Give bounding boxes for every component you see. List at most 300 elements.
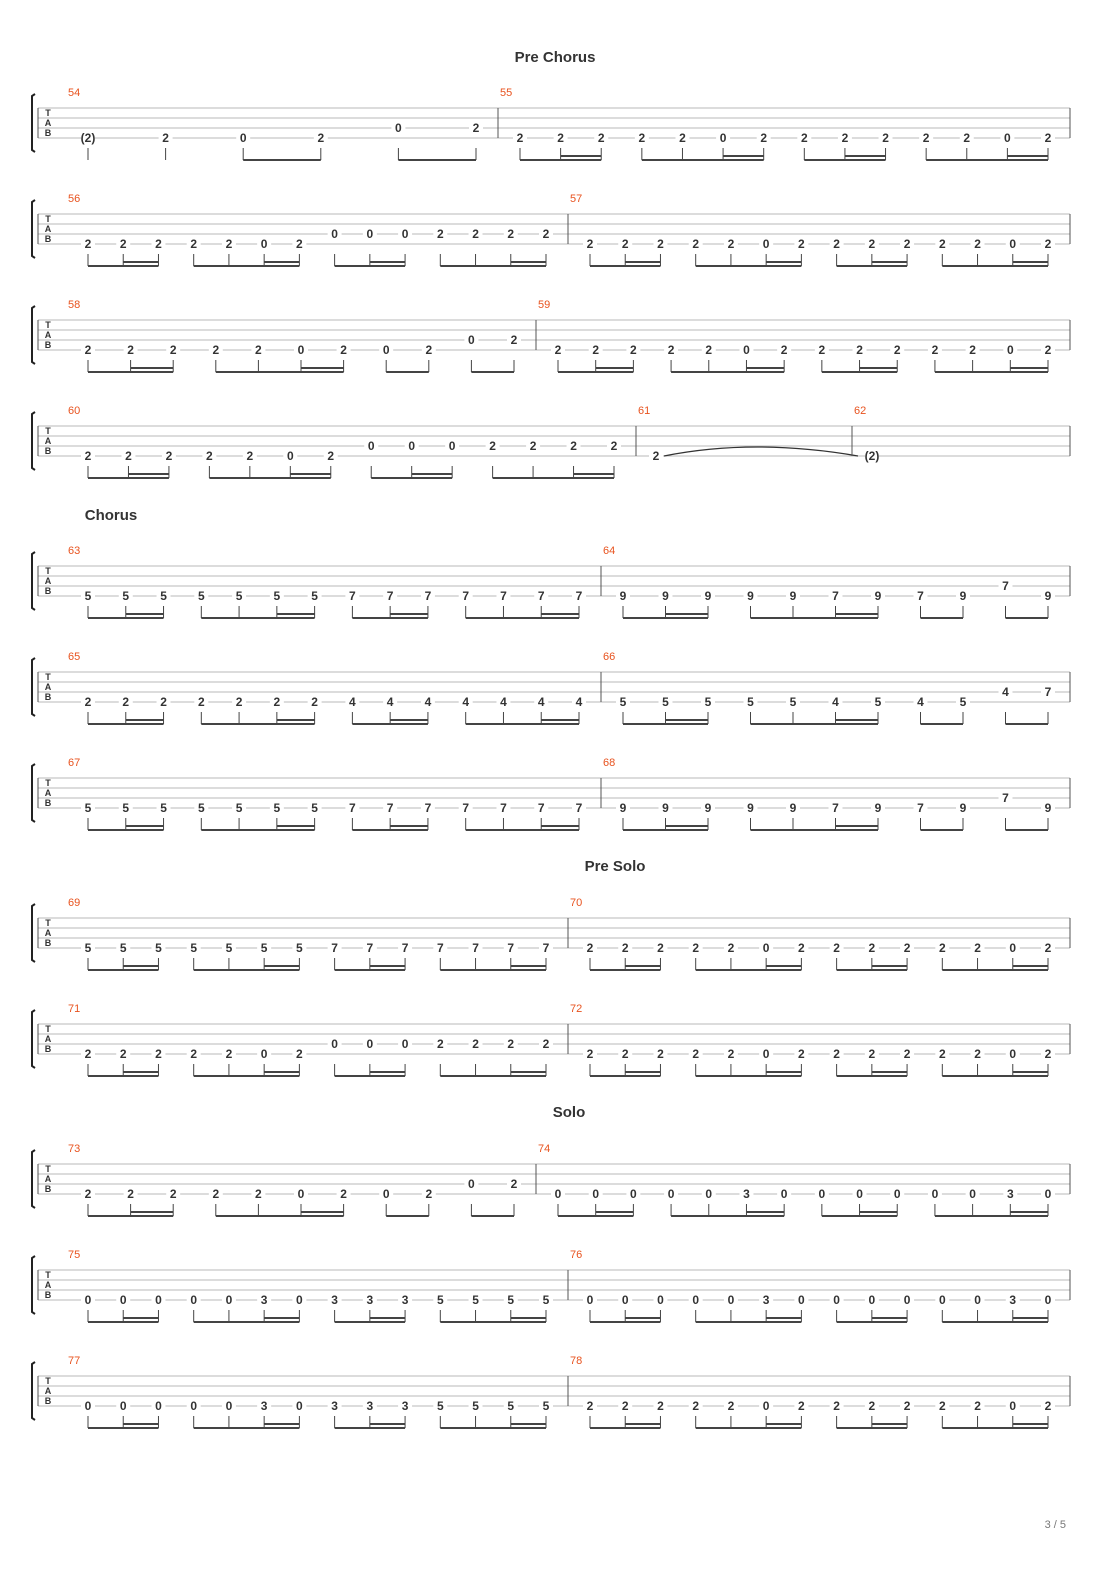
fret-number: 5 — [119, 941, 127, 955]
tab-clef-letter: A — [44, 118, 52, 128]
fret-number: 7 — [1002, 791, 1009, 805]
fret-number: 7 — [349, 801, 356, 815]
fret-number: 2 — [119, 237, 127, 251]
fret-number: 7 — [472, 941, 479, 955]
fret-number: 4 — [917, 695, 924, 709]
fret-number: 3 — [331, 1293, 338, 1307]
fret-number: 2 — [84, 1047, 92, 1061]
fret-number: 0 — [727, 1293, 735, 1307]
tab-clef-letter: T — [45, 918, 51, 928]
fret-number: 9 — [747, 801, 754, 815]
fret-number: 0 — [818, 1187, 826, 1201]
tab-clef-letter: A — [44, 682, 52, 692]
fret-number: 2 — [833, 1399, 840, 1413]
fret-number: 0 — [903, 1293, 911, 1307]
fret-number: 5 — [662, 695, 669, 709]
bar-number: 55 — [500, 87, 513, 99]
tab-clef-letter: B — [44, 938, 52, 948]
fret-number: 4 — [349, 695, 356, 709]
tab-clef-letter: T — [45, 1270, 51, 1280]
fret-number: 0 — [366, 1037, 374, 1051]
fret-number: 7 — [507, 941, 515, 955]
fret-number: 3 — [366, 1399, 374, 1413]
bar-number: 70 — [570, 897, 583, 909]
fret-number: 0 — [780, 1187, 788, 1201]
tab-clef-letter: T — [45, 566, 51, 576]
fret-number: 0 — [331, 227, 338, 241]
fret-number: 9 — [959, 801, 967, 815]
fret-number: 9 — [662, 801, 669, 815]
fret-number: 9 — [704, 801, 712, 815]
fret-number: 2 — [931, 343, 939, 357]
fret-number: 0 — [84, 1293, 92, 1307]
fret-number: 2 — [727, 237, 735, 251]
fret-number: 2 — [197, 695, 205, 709]
bar-number: 61 — [638, 405, 651, 417]
fret-number: 5 — [472, 1399, 479, 1413]
fret-number: 0 — [448, 439, 456, 453]
fret-number: 0 — [119, 1399, 127, 1413]
fret-number: 2 — [225, 1047, 233, 1061]
fret-number: 7 — [386, 589, 394, 603]
fret-number: 2 — [84, 1187, 92, 1201]
fret-number: 2 — [621, 1047, 629, 1061]
fret-number: 2 — [255, 343, 262, 357]
fret-number: 3 — [331, 1399, 338, 1413]
fret-number: 2 — [903, 941, 911, 955]
fret-number: 5 — [507, 1293, 515, 1307]
fret-number: 0 — [856, 1187, 863, 1201]
fret-number: 0 — [1009, 237, 1017, 251]
fret-number: 2 — [235, 695, 243, 709]
tab-clef-letter: A — [44, 224, 52, 234]
fret-number: 2 — [705, 343, 713, 357]
fret-number: 2 — [727, 1047, 735, 1061]
fret-number: 5 — [472, 1293, 479, 1307]
fret-number: 2 — [657, 1399, 664, 1413]
fret-number: 0 — [592, 1187, 600, 1201]
fret-number: 0 — [719, 131, 727, 145]
fret-number: 2 — [317, 131, 325, 145]
fret-number: 0 — [974, 1293, 981, 1307]
fret-number: 2 — [557, 131, 564, 145]
fret-number: 7 — [462, 801, 470, 815]
system-bracket — [32, 1010, 35, 1068]
tab-clef-letter: A — [44, 928, 52, 938]
fret-number: 2 — [510, 1177, 518, 1191]
fret-number: 9 — [662, 589, 669, 603]
tab-clef-letter: A — [44, 1174, 52, 1184]
fret-number: 4 — [386, 695, 394, 709]
fret-number: 2 — [507, 1037, 515, 1051]
tab-clef-letter: T — [45, 320, 51, 330]
fret-number: 0 — [286, 449, 294, 463]
fret-number: 5 — [122, 801, 130, 815]
fret-number: 7 — [462, 589, 470, 603]
fret-number: 2 — [692, 1399, 700, 1413]
tie-arc — [664, 447, 858, 456]
fret-number: 2 — [652, 449, 660, 463]
bar-number: 68 — [603, 757, 616, 769]
fret-number: 0 — [621, 1293, 629, 1307]
fret-number: 2 — [246, 449, 254, 463]
fret-number: 5 — [225, 941, 233, 955]
fret-number: 0 — [225, 1399, 233, 1413]
fret-number: 0 — [395, 121, 402, 135]
fret-number: 2 — [340, 343, 347, 357]
tab-clef-letter: A — [44, 1034, 52, 1044]
fret-number: 0 — [1006, 343, 1014, 357]
fret-number: 3 — [366, 1293, 374, 1307]
fret-number: 2 — [472, 121, 480, 135]
fret-number: 2 — [903, 237, 911, 251]
tab-clef-letter: T — [45, 778, 51, 788]
fret-number: 2 — [974, 237, 981, 251]
bar-number: 56 — [68, 193, 81, 205]
fret-number: 2 — [169, 343, 177, 357]
fret-number: 5 — [959, 695, 967, 709]
fret-number: 0 — [401, 1037, 409, 1051]
fret-number: 5 — [311, 801, 318, 815]
fret-number: 0 — [705, 1187, 713, 1201]
fret-number: 5 — [273, 589, 281, 603]
fret-number: 2 — [425, 1187, 433, 1201]
fret-number: 5 — [235, 589, 243, 603]
fret-number: 2 — [436, 227, 444, 241]
section-title: Solo — [552, 1104, 586, 1121]
fret-number: 2 — [489, 439, 496, 453]
fret-number: 2 — [570, 439, 577, 453]
fret-number: 0 — [190, 1399, 198, 1413]
fret-number: 3 — [401, 1293, 409, 1307]
bar-number: 75 — [68, 1249, 81, 1261]
fret-number: 7 — [331, 941, 338, 955]
fret-number: 0 — [667, 1187, 675, 1201]
bar-number: 74 — [538, 1143, 551, 1155]
bar-number: 66 — [603, 651, 616, 663]
fret-number: 2 — [597, 131, 605, 145]
fret-number: 0 — [297, 343, 305, 357]
fret-number: 5 — [296, 941, 303, 955]
fret-number: 5 — [789, 695, 797, 709]
bar-number: 76 — [570, 1249, 583, 1261]
section-title: Pre Solo — [584, 858, 646, 875]
fret-number: 2 — [780, 343, 788, 357]
fret-number: 0 — [331, 1037, 338, 1051]
fret-number: 2 — [798, 941, 805, 955]
fret-number: 2 — [165, 449, 173, 463]
fret-number: 5 — [507, 1399, 515, 1413]
fret-number: 9 — [619, 589, 627, 603]
bar-number: 58 — [68, 299, 81, 311]
fret-number: 2 — [679, 131, 686, 145]
tab-clef-letter: B — [44, 1044, 52, 1054]
fret-number: 2 — [554, 343, 562, 357]
fret-number: 0 — [833, 1293, 840, 1307]
fret-number: 5 — [619, 695, 627, 709]
fret-number: 3 — [762, 1293, 770, 1307]
fret-number: 2 — [127, 343, 134, 357]
fret-number: 2 — [119, 1047, 127, 1061]
system-bracket — [32, 904, 35, 962]
fret-number: 9 — [747, 589, 754, 603]
fret-number: 2 — [296, 1047, 303, 1061]
fret-number: 0 — [468, 1177, 475, 1191]
fret-number: 7 — [436, 941, 444, 955]
fret-number: 7 — [401, 941, 409, 955]
fret-number: 2 — [1044, 941, 1052, 955]
fret-number: 2 — [586, 1047, 594, 1061]
fret-number: 2 — [255, 1187, 262, 1201]
fret-number: 5 — [874, 695, 882, 709]
fret-number: 2 — [225, 237, 233, 251]
fret-number: 4 — [1002, 685, 1009, 699]
fret-number: 7 — [1044, 685, 1052, 699]
fret-number: 2 — [692, 1047, 700, 1061]
fret-number: 2 — [938, 941, 946, 955]
fret-number: 2 — [516, 131, 524, 145]
system-bracket — [32, 1150, 35, 1208]
fret-number: 2 — [798, 1399, 805, 1413]
tab-clef-letter: A — [44, 788, 52, 798]
fret-number: 2 — [893, 343, 901, 357]
fret-number: 4 — [575, 695, 583, 709]
fret-number: 2 — [667, 343, 675, 357]
fret-number: 2 — [160, 695, 167, 709]
fret-number: 7 — [832, 801, 839, 815]
system-bracket — [32, 658, 35, 716]
fret-number: 2 — [340, 1187, 347, 1201]
fret-number: 2 — [938, 1047, 946, 1061]
fret-number: 2 — [621, 1399, 629, 1413]
fret-number: 0 — [155, 1293, 162, 1307]
fret-number: 3 — [260, 1293, 268, 1307]
fret-number: 7 — [537, 801, 545, 815]
fret-number: 0 — [798, 1293, 805, 1307]
fret-number: 2 — [938, 237, 946, 251]
fret-number: 0 — [1044, 1293, 1052, 1307]
fret-number: 2 — [169, 1187, 177, 1201]
fret-number: 9 — [789, 589, 797, 603]
fret-number: (2) — [864, 449, 880, 463]
fret-number: 5 — [84, 589, 92, 603]
fret-number: 9 — [619, 801, 627, 815]
fret-number: 4 — [462, 695, 470, 709]
fret-number: 2 — [974, 1399, 981, 1413]
fret-number: 7 — [575, 589, 583, 603]
bar-number: 67 — [68, 757, 81, 769]
fret-number: 0 — [190, 1293, 198, 1307]
fret-number: (2) — [80, 131, 96, 145]
fret-number: 0 — [743, 343, 750, 357]
fret-number: 7 — [500, 801, 507, 815]
fret-number: 0 — [969, 1187, 976, 1201]
fret-number: 2 — [273, 695, 281, 709]
fret-number: 2 — [692, 941, 700, 955]
fret-number: 2 — [425, 343, 433, 357]
fret-number: 7 — [537, 589, 545, 603]
fret-number: 5 — [542, 1399, 550, 1413]
bar-number: 60 — [68, 405, 81, 417]
fret-number: 0 — [762, 1047, 770, 1061]
fret-number: 5 — [747, 695, 754, 709]
fret-number: 2 — [84, 695, 92, 709]
section-title: Chorus — [84, 507, 138, 524]
fret-number: 7 — [366, 941, 374, 955]
fret-number: 0 — [762, 1399, 770, 1413]
fret-number: 2 — [510, 333, 518, 347]
system-bracket — [32, 200, 35, 258]
fret-number: 0 — [938, 1293, 946, 1307]
fret-number: 2 — [162, 131, 169, 145]
fret-number: 5 — [155, 941, 162, 955]
fret-number: 2 — [969, 343, 976, 357]
fret-number: 2 — [798, 237, 805, 251]
fret-number: 5 — [542, 1293, 550, 1307]
fret-number: 2 — [638, 131, 646, 145]
fret-number: 2 — [1044, 343, 1052, 357]
fret-number: 5 — [260, 941, 268, 955]
fret-number: 0 — [401, 227, 409, 241]
bar-number: 59 — [538, 299, 551, 311]
fret-number: 2 — [657, 1047, 664, 1061]
fret-number: 2 — [155, 237, 162, 251]
tab-clef-letter: A — [44, 436, 52, 446]
tab-clef-letter: B — [44, 340, 52, 350]
system-bracket — [32, 1256, 35, 1314]
fret-number: 2 — [127, 1187, 134, 1201]
system-bracket — [32, 306, 35, 364]
fret-number: 0 — [868, 1293, 876, 1307]
tab-clef-letter: T — [45, 1376, 51, 1386]
fret-number: 5 — [160, 589, 167, 603]
fret-number: 0 — [893, 1187, 901, 1201]
fret-number: 0 — [468, 333, 475, 347]
tab-clef-letter: B — [44, 446, 52, 456]
fret-number: 2 — [84, 237, 92, 251]
fret-number: 7 — [917, 801, 924, 815]
fret-number: 2 — [436, 1037, 444, 1051]
tab-clef-letter: T — [45, 108, 51, 118]
fret-number: 2 — [868, 1399, 876, 1413]
fret-number: 2 — [938, 1399, 946, 1413]
bar-number: 57 — [570, 193, 583, 205]
fret-number: 2 — [212, 1187, 220, 1201]
system-bracket — [32, 1362, 35, 1420]
bar-number: 71 — [68, 1003, 81, 1015]
fret-number: 0 — [296, 1293, 303, 1307]
fret-number: 2 — [542, 227, 550, 241]
fret-number: 0 — [260, 237, 268, 251]
fret-number: 2 — [727, 1399, 735, 1413]
fret-number: 7 — [542, 941, 550, 955]
fret-number: 2 — [212, 343, 220, 357]
system-bracket — [32, 412, 35, 470]
fret-number: 3 — [401, 1399, 409, 1413]
tab-clef-letter: T — [45, 214, 51, 224]
fret-number: 0 — [1009, 1399, 1017, 1413]
fret-number: 3 — [260, 1399, 268, 1413]
fret-number: 5 — [122, 589, 130, 603]
fret-number: 5 — [436, 1293, 444, 1307]
fret-number: 2 — [472, 1037, 479, 1051]
bar-number: 54 — [68, 87, 81, 99]
fret-number: 0 — [367, 439, 375, 453]
fret-number: 3 — [1006, 1187, 1014, 1201]
fret-number: 0 — [297, 1187, 305, 1201]
bar-number: 77 — [68, 1355, 81, 1367]
tab-clef-letter: B — [44, 1290, 52, 1300]
fret-number: 0 — [155, 1399, 162, 1413]
bar-number: 78 — [570, 1355, 583, 1367]
tab-clef-letter: T — [45, 672, 51, 682]
fret-number: 5 — [704, 695, 712, 709]
fret-number: 2 — [190, 1047, 198, 1061]
fret-number: 5 — [84, 941, 92, 955]
tab-clef-letter: A — [44, 330, 52, 340]
fret-number: 2 — [692, 237, 700, 251]
fret-number: 0 — [586, 1293, 594, 1307]
fret-number: 0 — [225, 1293, 233, 1307]
tab-clef-letter: B — [44, 1184, 52, 1194]
fret-number: 9 — [874, 801, 882, 815]
fret-number: 9 — [874, 589, 882, 603]
fret-number: 2 — [922, 131, 930, 145]
fret-number: 9 — [959, 589, 967, 603]
fret-number: 2 — [868, 1047, 876, 1061]
fret-number: 0 — [762, 237, 770, 251]
fret-number: 2 — [542, 1037, 550, 1051]
fret-number: 0 — [630, 1187, 637, 1201]
fret-number: 2 — [818, 343, 826, 357]
fret-number: 5 — [197, 801, 205, 815]
fret-number: 2 — [903, 1399, 911, 1413]
fret-number: 4 — [424, 695, 432, 709]
fret-number: 0 — [408, 439, 416, 453]
fret-number: 0 — [260, 1047, 268, 1061]
fret-number: 2 — [206, 449, 213, 463]
fret-number: 7 — [424, 589, 432, 603]
fret-number: 2 — [903, 1047, 911, 1061]
fret-number: 2 — [833, 237, 840, 251]
bar-number: 73 — [68, 1143, 81, 1155]
fret-number: 0 — [692, 1293, 700, 1307]
fret-number: 9 — [704, 589, 712, 603]
bar-number: 69 — [68, 897, 81, 909]
fret-number: 2 — [122, 695, 130, 709]
fret-number: 0 — [1009, 941, 1017, 955]
fret-number: 2 — [621, 237, 629, 251]
fret-number: 2 — [1044, 1399, 1052, 1413]
fret-number: 2 — [833, 941, 840, 955]
fret-number: 2 — [296, 237, 303, 251]
section-title: Pre Chorus — [514, 49, 596, 66]
tab-clef-letter: A — [44, 1386, 52, 1396]
fret-number: 0 — [1044, 1187, 1052, 1201]
fret-number: 5 — [273, 801, 281, 815]
tab-clef-letter: B — [44, 234, 52, 244]
fret-number: 2 — [657, 941, 664, 955]
fret-number: 0 — [657, 1293, 664, 1307]
fret-number: 2 — [84, 343, 92, 357]
fret-number: 0 — [296, 1399, 303, 1413]
system-bracket — [32, 552, 35, 610]
fret-number: 7 — [500, 589, 507, 603]
fret-number: 0 — [382, 1187, 390, 1201]
fret-number: 0 — [382, 343, 390, 357]
fret-number: 2 — [1044, 131, 1052, 145]
fret-number: 0 — [84, 1399, 92, 1413]
